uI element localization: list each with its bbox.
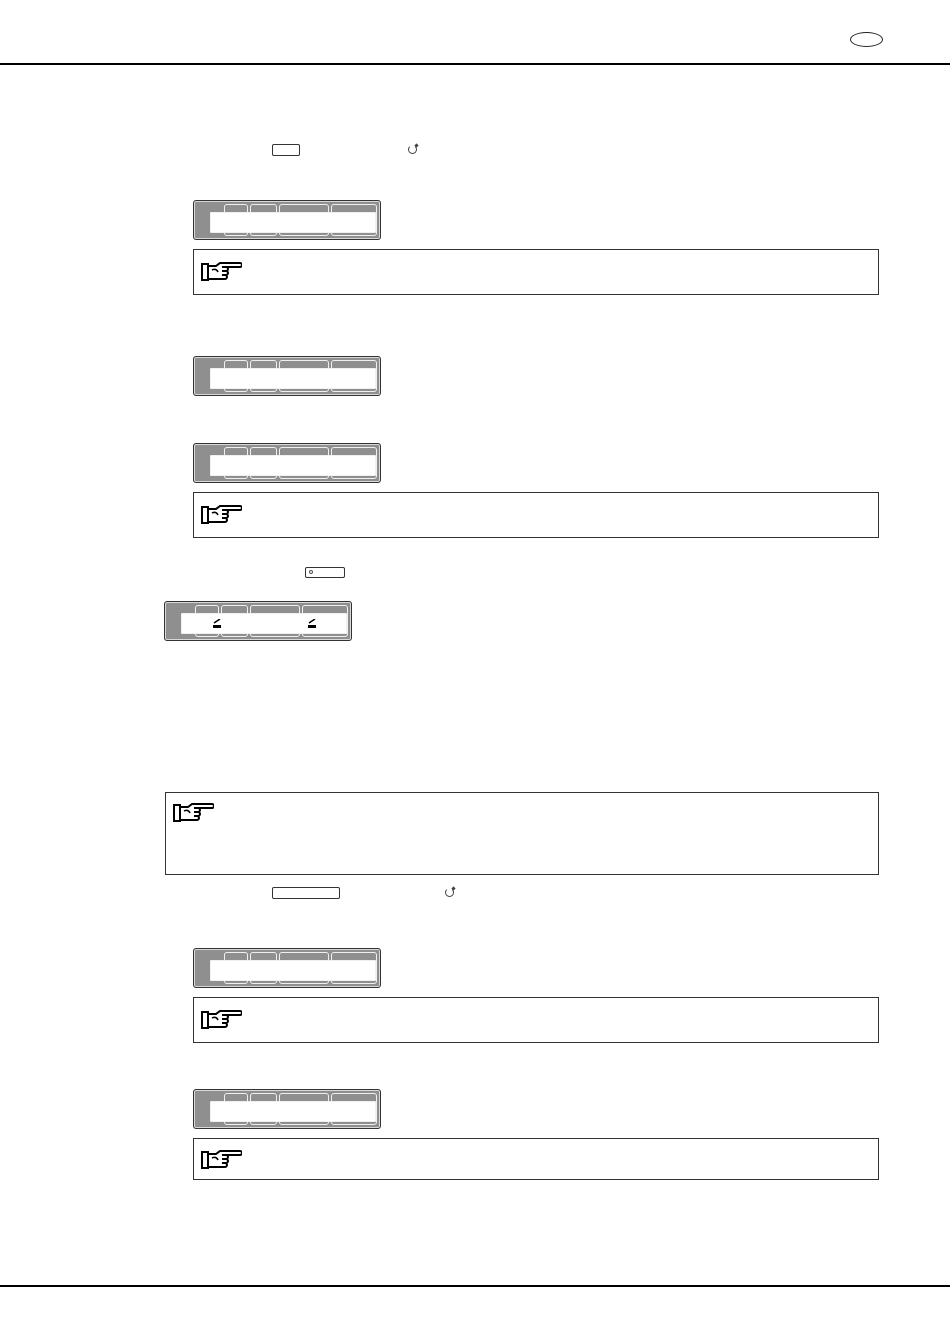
pointing-hand-icon xyxy=(200,501,242,529)
rotary-knob-icon xyxy=(445,888,454,897)
note-box xyxy=(193,492,879,538)
note-box xyxy=(193,1138,879,1180)
pointing-hand-icon xyxy=(172,799,214,827)
inline-button-icon xyxy=(305,567,345,578)
note-box xyxy=(165,792,879,875)
language-badge xyxy=(850,32,883,47)
lcd-display xyxy=(193,356,381,396)
lcd-display xyxy=(193,443,381,483)
lcd-display xyxy=(193,200,381,240)
pointing-hand-icon xyxy=(200,1146,242,1174)
header-rule xyxy=(0,63,950,65)
cassette-glyph-icon xyxy=(307,619,317,629)
cassette-glyph-icon xyxy=(212,619,222,629)
pointing-hand-icon xyxy=(200,1006,242,1034)
lcd-display xyxy=(193,948,381,988)
pointing-hand-icon xyxy=(200,258,242,286)
note-box xyxy=(193,997,879,1043)
inline-button-icon xyxy=(272,887,340,899)
lcd-display xyxy=(193,1089,381,1129)
note-box xyxy=(193,249,879,295)
rotary-knob-icon xyxy=(408,145,417,154)
inline-button-icon xyxy=(272,144,300,156)
footer-rule xyxy=(0,1285,950,1287)
lcd-display xyxy=(164,601,352,641)
